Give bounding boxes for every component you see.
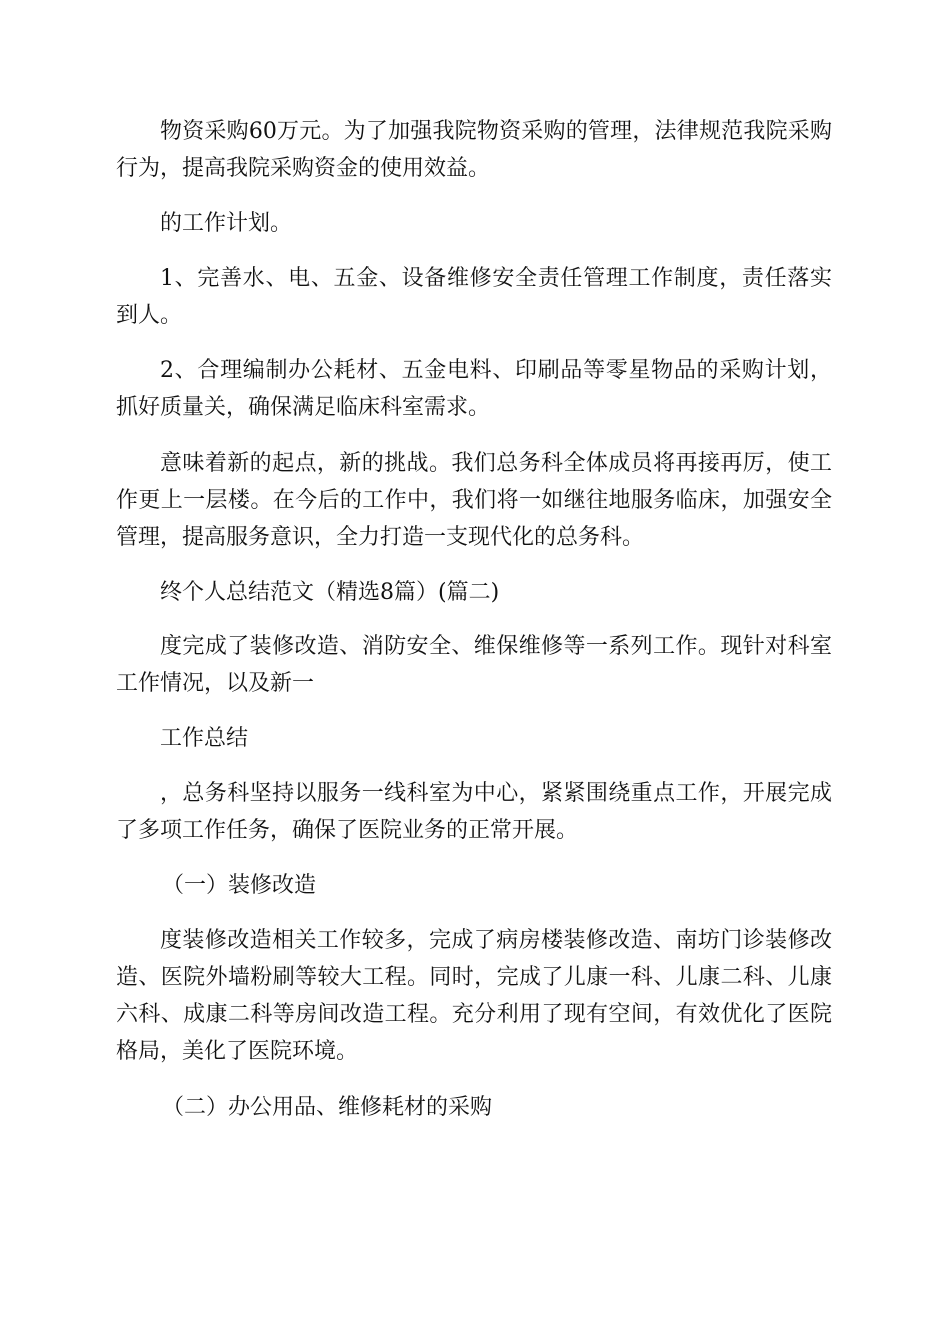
paragraph-renovation-details: 度装修改造相关工作较多，完成了病房楼装修改造、南坊门诊装修改造、医院外墙粉刷等较大工程。同时，完成了儿康一科、儿康二科、儿康六科、成康二科等房间改造工程。充分利用了现有空间，有效优化了医院格局，美化了医院环境。 — [116, 928, 832, 1064]
section-heading-part-two: 终个人总结范文（精选8篇）(篇二) — [160, 580, 500, 605]
paragraph-new-start: 意味着新的起点，新的挑战。我们总务科全体成员将再接再厉，使工作更上一层楼。在今后的工作中，我们将一如继往地服务临床，加强安全管理，提高服务意识，全力打造一支现代化的总务科。 — [116, 451, 832, 550]
heading-work-summary: 工作总结 — [160, 726, 249, 751]
paragraph-completed-work: 度完成了装修改造、消防安全、维保维修等一系列工作。现针对科室工作情况，以及新一 — [116, 634, 832, 696]
paragraph-work-plan: 的工作计划。 — [160, 211, 293, 236]
paragraph-item-2: 2、合理编制办公耗材、五金电料、印刷品等零星物品的采购计划，抓好质量关，确保满足临床科室需求。 — [116, 358, 832, 420]
paragraph-procurement-intro: 物资采购60万元。为了加强我院物资采购的管理，法律规范我院采购行为，提高我院采购资金的使用效益。 — [116, 119, 832, 181]
paragraph-service-center: ，总务科坚持以服务一线科室为中心，紧紧围绕重点工作，开展完成了多项工作任务，确保了医院业务的正常开展。 — [116, 781, 832, 843]
paragraph-item-1: 1、完善水、电、五金、设备维修安全责任管理工作制度，责任落实到人。 — [116, 266, 832, 328]
subheading-procurement: （二）办公用品、维修耗材的采购 — [162, 1095, 493, 1120]
subheading-renovation: （一）装修改造 — [162, 873, 317, 898]
